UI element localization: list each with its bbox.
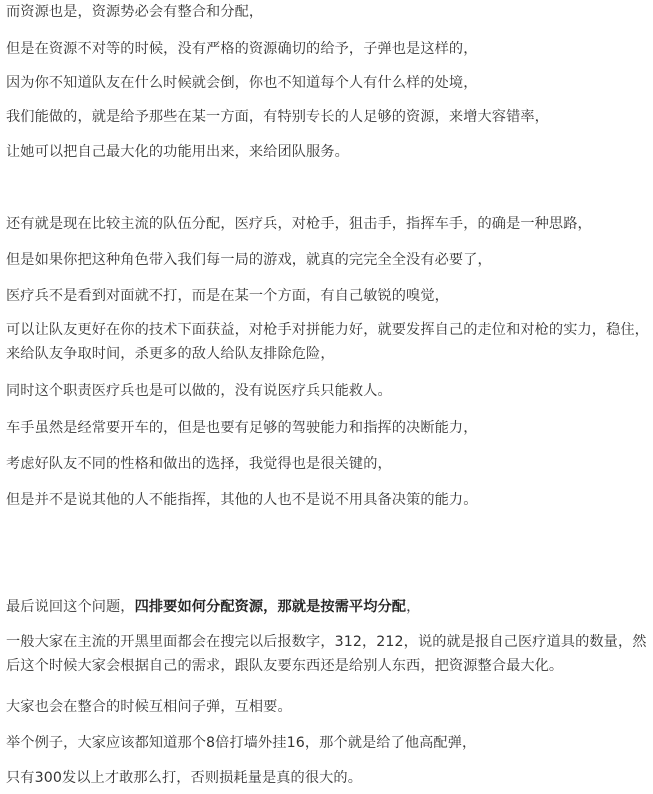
paragraph-line: 同时这个职责医疗兵也是可以做的，没有说医疗兵只能救人。 bbox=[6, 383, 392, 399]
conclusion-highlight: 四排要如何分配资源，那就是按需平均分配 bbox=[134, 599, 407, 615]
paragraph-line: 还有就是现在比较主流的队伍分配，医疗兵，对枪手，狙击手，指挥车手，的确是一种思路， bbox=[6, 216, 592, 232]
paragraph-line: 我们能做的，就是给予那些在某一方面，有特别专长的人足够的资源，来增大容错率， bbox=[6, 109, 549, 125]
paragraph-line: 一般大家在主流的开黑里面都会在搜完以后报数字，312，212，说的就是报自己医疗道具的数量，然后这个时候大家会根据自己的需求，跟队友要东西还是给别人东西，把资源整合最大化。 bbox=[6, 634, 647, 674]
paragraph-line: 举个例子，大家应该都知道那个8倍打墙外挂16，那个就是给了他高配弹， bbox=[6, 735, 477, 751]
conclusion-prefix: 最后说回这个问题， bbox=[6, 599, 135, 615]
paragraph-line: 车手虽然是经常要开车的，但是也要有足够的驾驶能力和指挥的决断能力， bbox=[6, 420, 478, 436]
paragraph-line: 考虑好队友不同的性格和做出的选择，我觉得也是很关键的， bbox=[6, 456, 392, 472]
paragraph-line: 而资源也是，资源势必会有整合和分配， bbox=[6, 4, 264, 20]
conclusion-suffix: ， bbox=[406, 599, 421, 615]
paragraph-line: 但是并不是说其他的人不能指挥，其他的人也不是说不用具备决策的能力。 bbox=[6, 492, 478, 508]
paragraph-line: 可以让队友更好在你的技术下面获益，对枪手对拼能力好，就要发挥自己的走位和对枪的实力，稳住，来给队友争取时间，杀更多的敌人给队友排除危险， bbox=[6, 322, 649, 362]
conclusion-line bbox=[6, 597, 649, 617]
paragraph-line: 让她可以把自己最大化的功能用出来，来给团队服务。 bbox=[6, 144, 349, 160]
paragraph-line: 但是在资源不对等的时候，没有严格的资源确切的给予，子弹也是这样的， bbox=[6, 41, 478, 57]
paragraph-line: 因为你不知道队友在什么时候就会倒，你也不知道每个人有什么样的处境， bbox=[6, 75, 478, 91]
paragraph-line: 大家也会在整合的时候互相问子弹，互相要。 bbox=[6, 699, 292, 715]
paragraph-line: 医疗兵不是看到对面就不打，而是在某一个方面，有自己敏锐的嗅觉， bbox=[6, 288, 449, 304]
paragraph-line: 但是如果你把这种角色带入我们每一局的游戏，就真的完完全全没有必要了， bbox=[6, 252, 492, 268]
paragraph-line: 只有300发以上才敢那么打，否则损耗量是真的很大的。 bbox=[6, 770, 362, 786]
